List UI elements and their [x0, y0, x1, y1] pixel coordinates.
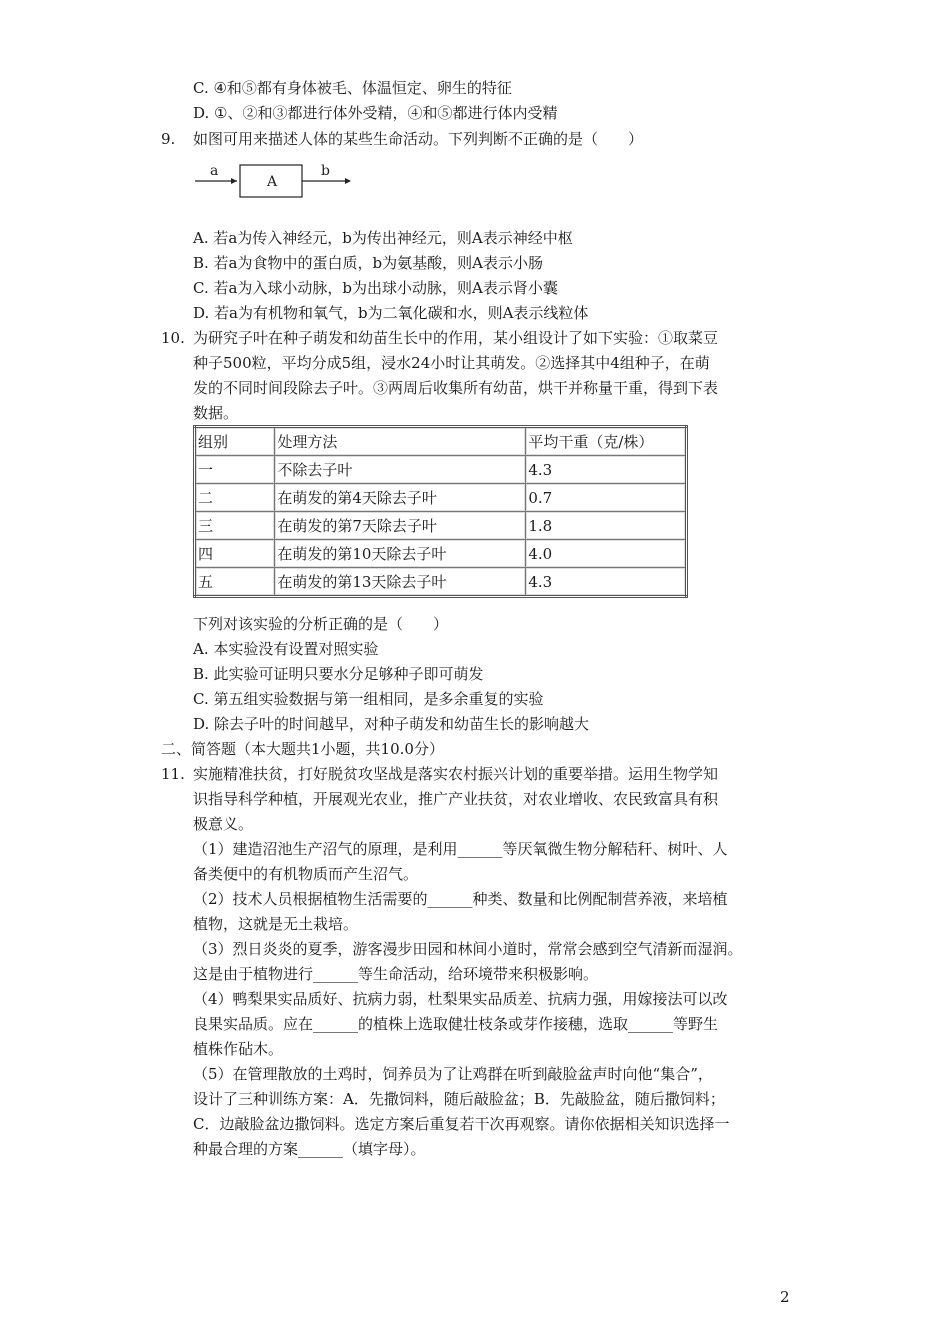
q9-option-b: B. 若a为食物中的蛋白质，b为氨基酸，则A表示小肠 [193, 254, 543, 272]
table-header-cell: 处理方法 [275, 427, 526, 456]
table-row [195, 512, 687, 540]
q9-option-d: D. 若a为有机物和氧气，b为二氧化碳和水，则A表示线粒体 [193, 304, 589, 322]
q8-option-d: D. ①、②和③都进行体外受精，④和⑤都进行体内受精 [193, 104, 558, 122]
q11-part5-line: 种最合理的方案______（填字母）。 [193, 1140, 426, 1158]
table-row [195, 484, 687, 512]
q10-stem-line: 为研究子叶在种子萌发和幼苗生长中的作用，某小组设计了如下实验：①取菜豆 [193, 329, 719, 347]
q11-intro-line: 极意义。 [193, 815, 254, 833]
diagram-label-b: b [321, 163, 330, 179]
diagram-label-A: A [267, 174, 278, 190]
table-cell: 在萌发的第10天除去子叶 [275, 540, 526, 568]
table-cell: 1.8 [526, 512, 687, 540]
table-cell: 4.3 [526, 456, 687, 484]
q10-number: 10. [161, 329, 185, 347]
q10-data-table [193, 425, 688, 598]
q11-part2-line: 植物，这就是无土栽培。 [193, 915, 359, 933]
q11-intro-line: 实施精准扶贫，打好脱贫攻坚战是落实农村振兴计划的重要举措。运用生物学知 [193, 765, 719, 783]
q9-option-c: C. 若a为入球小动脉，b为出球小动脉，则A表示肾小囊 [193, 279, 558, 297]
q10-question: 下列对该实验的分析正确的是（ ） [193, 615, 449, 633]
q10-stem-line: 发的不同时间段除去子叶。③两周后收集所有幼苗，烘干并称量干重，得到下表 [193, 379, 719, 397]
q11-part1-line: 备类便中的有机物质而产生沼气。 [193, 865, 419, 883]
table-header-cell: 组别 [195, 427, 275, 456]
q8-option-c: C. ④和⑤都有身体被毛、体温恒定、卵生的特征 [193, 79, 512, 97]
q10-option-b: B. 此实验可证明只要水分足够种子即可萌发 [193, 665, 484, 683]
page-number: 2 [780, 1288, 790, 1306]
table-cell: 4.3 [526, 568, 687, 597]
table-row [195, 456, 687, 484]
table-header-cell: 平均干重（克/株） [526, 427, 687, 456]
q10-stem-line: 数据。 [193, 404, 239, 422]
table-cell: 在萌发的第7天除去子叶 [275, 512, 526, 540]
q11-part4-line: （4）鸭梨果实品质好、抗病力弱，杜梨果实品质差、抗病力强，用嫁接法可以改 [193, 990, 728, 1008]
q11-part4-line: 植株作砧木。 [193, 1040, 284, 1058]
q11-part5-line: C．边敲脸盆边撒饲料。选定方案后重复若干次再观察。请你依据相关知识选择一 [193, 1115, 730, 1133]
diagram-label-a: a [210, 163, 219, 179]
table-cell: 五 [195, 568, 275, 597]
q11-part1-line: （1）建造沼池生产沼气的原理，是利用______等厌氧微生物分解秸秆、树叶、人 [193, 840, 728, 858]
q10-option-a: A. 本实验没有设置对照实验 [193, 640, 379, 658]
table-cell: 一 [195, 456, 275, 484]
table-cell: 三 [195, 512, 275, 540]
table-row [195, 568, 687, 597]
table-cell: 二 [195, 484, 275, 512]
table-cell: 四 [195, 540, 275, 568]
q11-part2-line: （2）技术人员根据植物生活需要的______种类、数量和比例配制营养液，来培植 [193, 890, 728, 908]
q11-part3-line: 这是由于植物进行______等生命活动，给环境带来积极影响。 [193, 965, 599, 983]
q11-part4-line: 良果实品质。应在______的植株上选取健壮枝条或芽作接穗，选取______等野生 [193, 1015, 719, 1033]
section-title: 二、简答题（本大题共1小题，共10.0分） [161, 740, 444, 758]
q11-part5-line: （5）在管理散放的土鸡时，饲养员为了让鸡群在听到敲脸盆声时向他“集合”， [193, 1065, 713, 1083]
table-cell: 0.7 [526, 484, 687, 512]
q11-part3-line: （3）烈日炎炎的夏季，游客漫步田园和林间小道时，常常会感到空气清新而湿润。 [193, 940, 743, 958]
arrowhead-icon [231, 178, 237, 184]
table-header-row [195, 427, 687, 456]
q9-flow-diagram [193, 160, 363, 200]
table-cell: 在萌发的第13天除去子叶 [275, 568, 526, 597]
arrowhead-icon [345, 178, 351, 184]
q9-option-a: A. 若a为传入神经元，b为传出神经元，则A表示神经中枢 [193, 229, 573, 247]
q11-intro-line: 识指导科学种植，开展观光农业，推广产业扶贫，对农业增收、农民致富具有积 [193, 790, 719, 808]
table-cell: 不除去子叶 [275, 456, 526, 484]
q11-number: 11. [161, 765, 185, 783]
q9-stem: 如图可用来描述人体的某些生命活动。下列判断不正确的是（ ） [193, 130, 644, 148]
q10-stem-line: 种子500粒，平均分成5组，浸水24小时让其萌发。②选择其中4组种子，在萌 [193, 354, 710, 372]
q10-option-d: D. 除去子叶的时间越早，对种子萌发和幼苗生长的影响越大 [193, 715, 590, 733]
table-row [195, 540, 687, 568]
table-cell: 在萌发的第4天除去子叶 [275, 484, 526, 512]
table-cell: 4.0 [526, 540, 687, 568]
q9-number: 9. [161, 130, 176, 148]
q11-part5-line: 设计了三种训练方案：A．先撒饲料，随后敲脸盆；B．先敲脸盆，随后撒饲料； [193, 1090, 725, 1108]
q10-option-c: C. 第五组实验数据与第一组相同，是多余重复的实验 [193, 690, 544, 708]
